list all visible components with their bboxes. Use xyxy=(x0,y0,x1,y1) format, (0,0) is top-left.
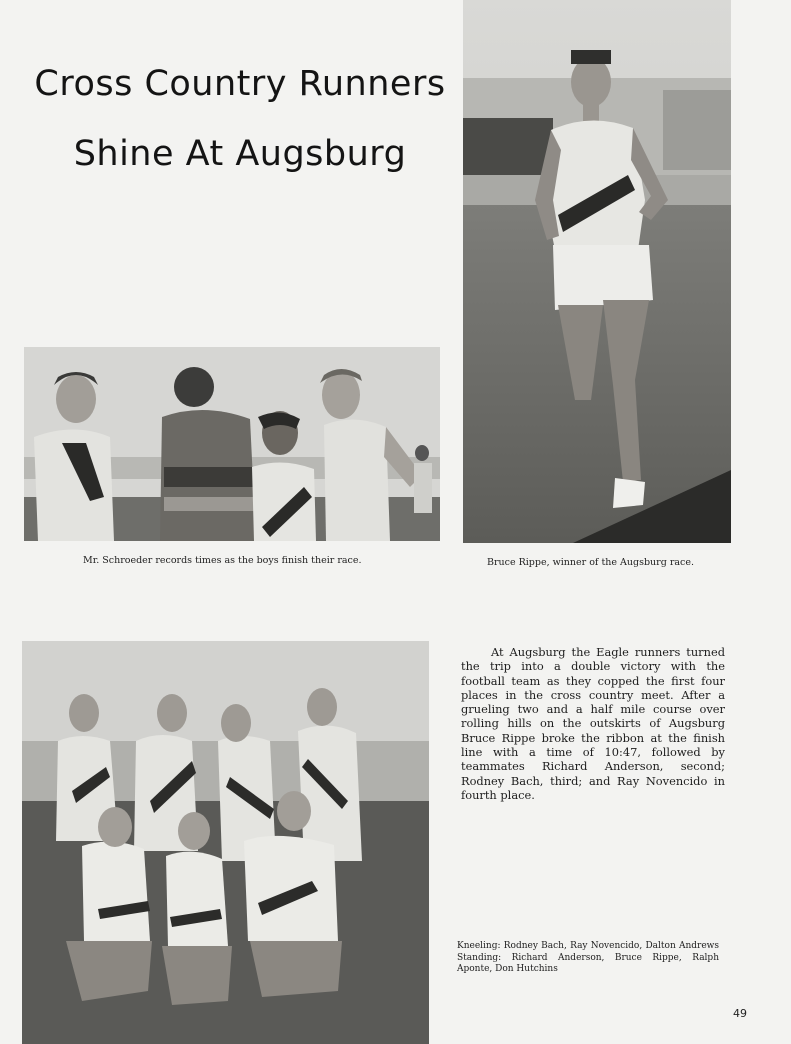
timekeeper-caption: Mr. Schroeder records times as the boys finish their race. xyxy=(83,555,362,566)
team-caption: Kneeling: Rodney Bach, Ray Novencido, Dalton Andrews Standing: Richard Anderson, Bruce Rippe, Ralph Aponte, Don Hutchins xyxy=(457,941,719,974)
page-number: 49 xyxy=(733,1007,747,1020)
team-photo xyxy=(22,641,429,1044)
timekeeper-photo xyxy=(24,347,440,541)
headline-line-2: Shine At Augsburg xyxy=(73,134,407,174)
runner-photo xyxy=(463,0,731,543)
runner-caption: Bruce Rippe, winner of the Augsburg race. xyxy=(487,557,694,568)
article-body: At Augsburg the Eagle runners turned the trip into a double victory with the football team as they copped the first four places in the cross country meet. After a grueling two and a half mile course over rolling hills on the outskirts of Augsburg Bruce Rippe broke the ribbon at the finish line with a time of 10:47, followed by teammates Richard Anderson, second; Rodney Bach, third; and Ray Novencido in fourth place. xyxy=(461,645,725,802)
headline-line-1: Cross Country Runners xyxy=(34,64,446,104)
